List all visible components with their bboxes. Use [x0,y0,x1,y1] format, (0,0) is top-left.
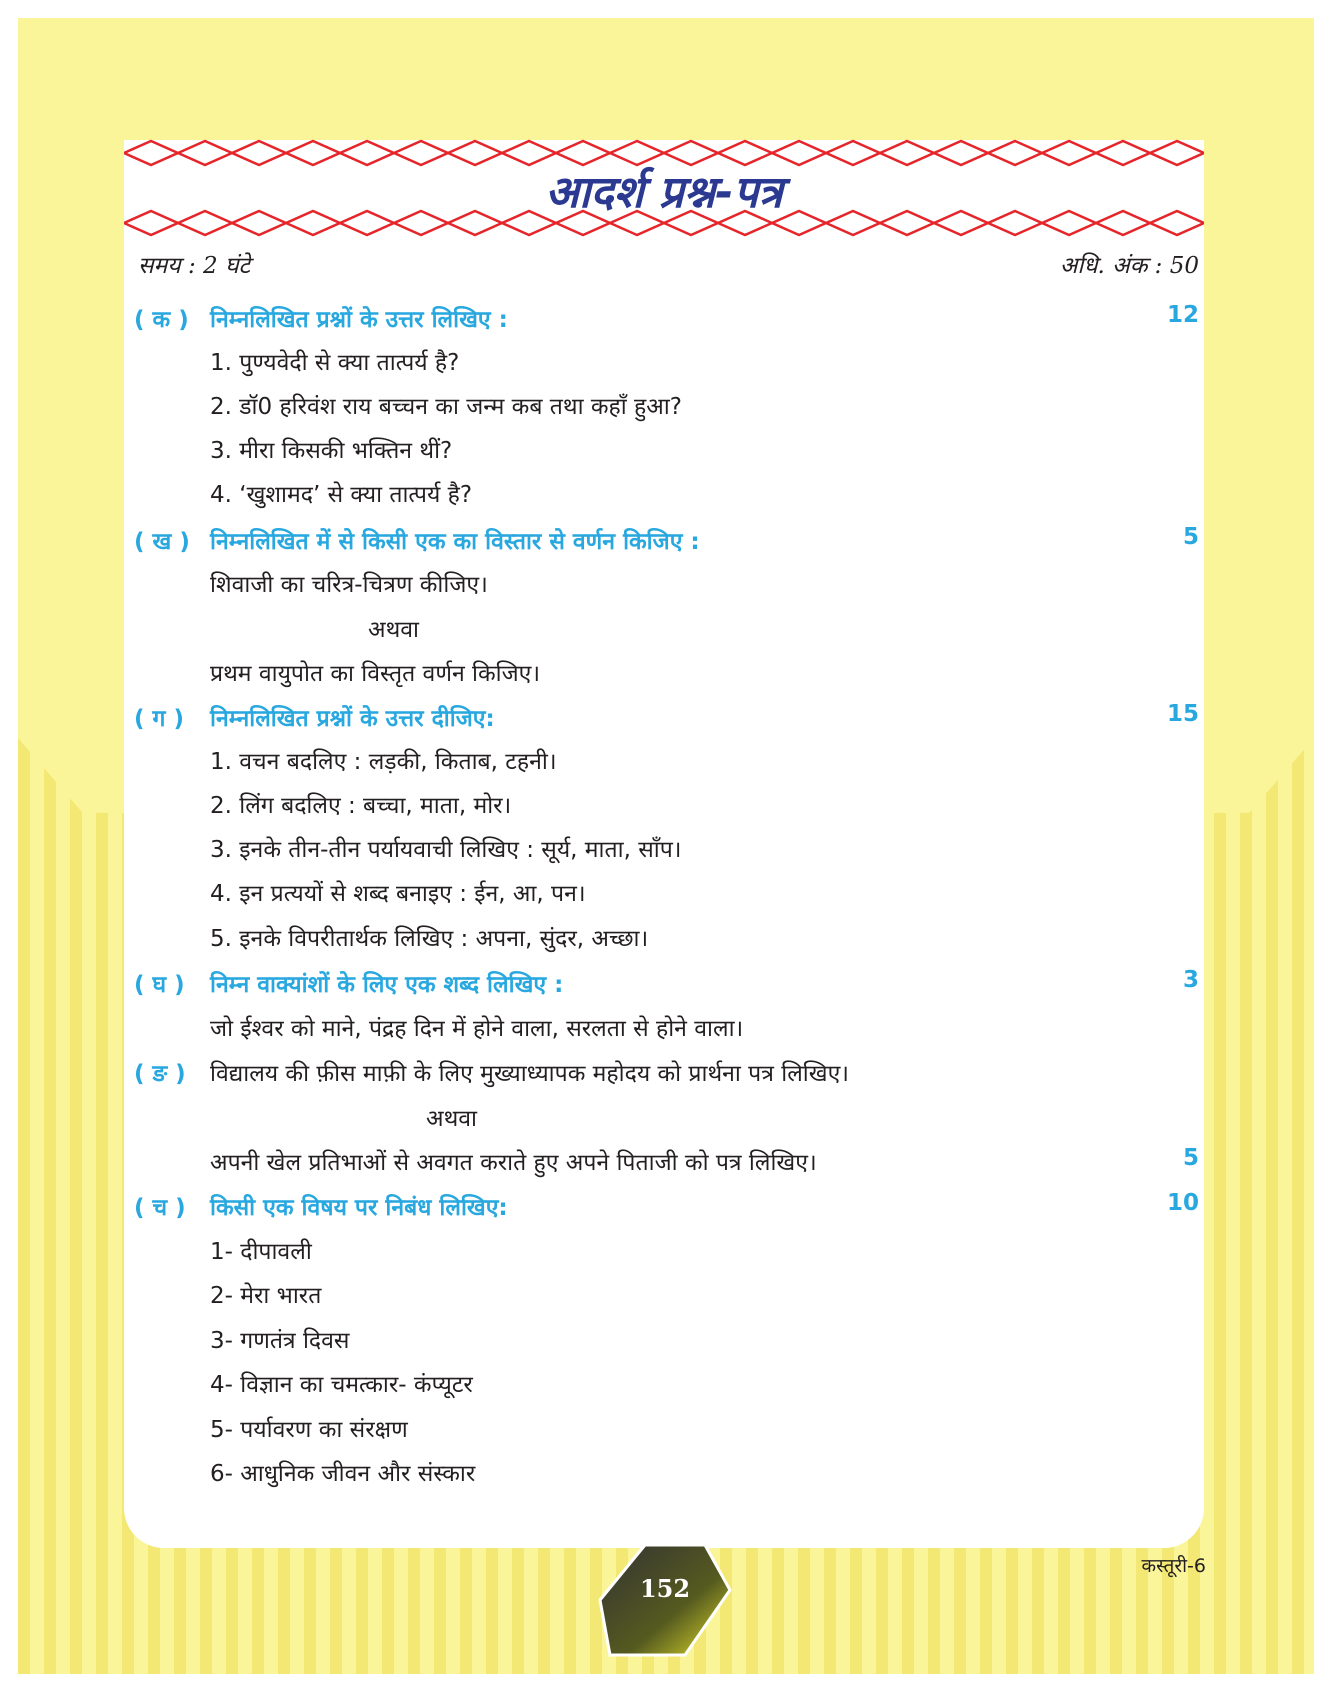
section-gha-label: ( घ ) [134,972,185,998]
or-separator: अथवा [368,617,420,643]
question-item: 3. मीरा किसकी भक्तिन थीं? [210,438,453,464]
essay-topic: 5- पर्यावरण का संरक्षण [210,1417,408,1443]
or-separator: अथवा [426,1106,478,1132]
section-kha-marks: 5 [1182,524,1199,550]
question-item: 2. लिंग बदलिए : बच्चा, माता, मोर। [210,793,512,819]
section-ga-marks: 15 [1166,701,1199,727]
letter-option: अपनी खेल प्रतिभाओं से अवगत कराते हुए अपने पिताजी को पत्र लिखिए। [210,1150,817,1176]
section-cha-marks: 10 [1166,1190,1199,1216]
question-item: 1. वचन बदलिए : लड़की, किताब, टहनी। [210,749,557,775]
section-ka-title: निम्नलिखित प्रश्नों के उत्तर लिखिए : [210,307,508,333]
section-ka-label: ( क ) [134,307,189,333]
question-item: 4. ‘खुशामद’ से क्या तात्पर्य है? [210,482,473,508]
letter-option: विद्यालय की फ़ीस माफ़ी के लिए मुख्याध्यापक महोदय को प्रार्थना पत्र लिखिए। [210,1061,849,1087]
section-gha-title: निम्न वाक्यांशों के लिए एक शब्द लिखिए : [210,972,564,998]
essay-topic: 6- आधुनिक जीवन और संस्कार [210,1461,476,1487]
section-gha-marks: 3 [1182,967,1199,993]
page-number: 152 [639,1574,691,1603]
section-kha-label: ( ख ) [134,529,190,555]
essay-topic: 3- गणतंत्र दिवस [210,1328,350,1354]
question-item: 5. इनके विपरीतार्थक लिखिए : अपना, सुंदर, अच्छा। [210,926,649,952]
essay-topic: 2- मेरा भारत [210,1283,322,1309]
question-item: 4. इन प्रत्ययों से शब्द बनाइए : ईन, आ, पन। [210,881,586,907]
question-item: 2. डॉ0 हरिवंश राय बच्चन का जन्म कब तथा कहाँ हुआ? [210,394,682,420]
section-nga-label: ( ङ ) [134,1061,186,1087]
exam-time: समय : 2 घंटे [138,253,251,279]
section-ga-title: निम्नलिखित प्रश्नों के उत्तर दीजिए: [210,706,495,732]
essay-option: प्रथम वायुपोत का विस्तृत वर्णन किजिए। [210,661,541,687]
page-title: आदर्श प्रश्न-पत्र [545,167,783,218]
section-nga-marks: 5 [1182,1145,1199,1171]
essay-topic: 1- दीपावली [210,1239,312,1265]
phrase-list: जो ईश्वर को माने, पंद्रह दिन में होने वाला, सरलता से होने वाला। [210,1016,744,1042]
question-item: 3. इनके तीन-तीन पर्यायवाची लिखिए : सूर्य, माता, साँप। [210,837,682,863]
section-cha-title: किसी एक विषय पर निबंध लिखिए: [210,1195,508,1221]
question-item: 1. पुण्यवेदी से क्या तात्पर्य है? [210,350,460,376]
section-ga-label: ( ग ) [134,706,184,732]
essay-topic: 4- विज्ञान का चमत्कार- कंप्यूटर [210,1372,473,1398]
section-cha-label: ( च ) [134,1195,186,1221]
section-kha-title: निम्नलिखित में से किसी एक का विस्तार से वर्णन किजिए : [210,529,700,555]
section-ka-marks: 12 [1166,302,1199,328]
essay-option: शिवाजी का चरित्र-चित्रण कीजिए। [210,572,488,598]
book-name: कस्तूरी-6 [1141,1555,1206,1577]
max-marks: अधि. अंक : 50 [1059,253,1199,279]
